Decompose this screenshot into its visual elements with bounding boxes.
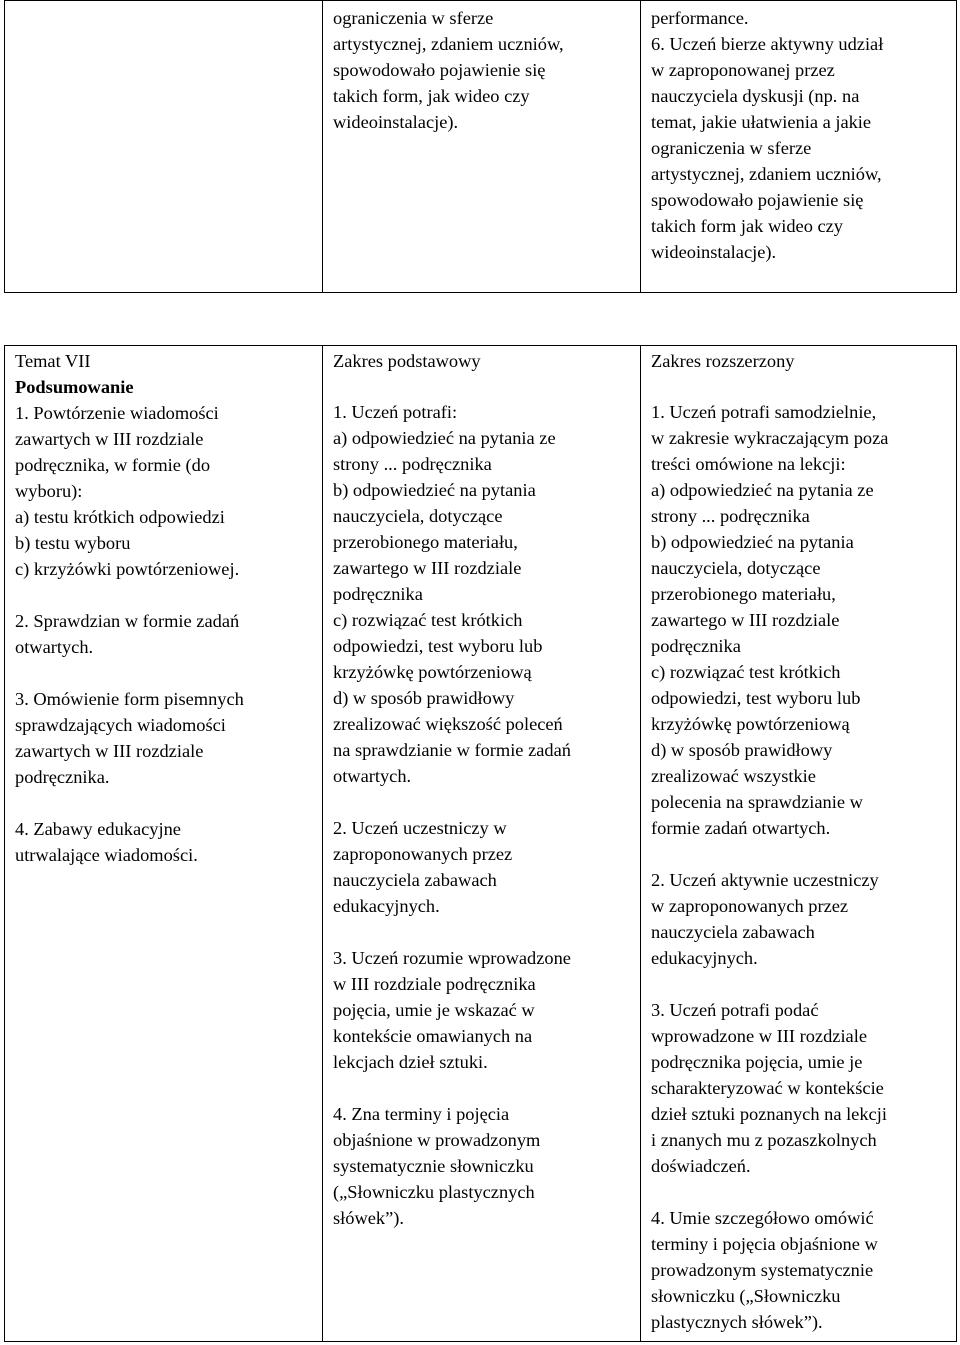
topic-number: Temat VII [15,351,91,371]
basic-scope-item: 2. Uczeń uczestniczy w zaproponowanych przez nauczyciela zabawach edukacyjnych. [333,818,513,916]
table-row [5,346,957,1342]
basic-scope-item: 1. Uczeń potrafi: a) odpowiedzieć na pytania ze strony ... podręcznika b) odpowiedzieć na pytania nauczyciela, dotyczące przerobionego materiału, zawartego w III rozdziale podręcznika c) rozwiązać test krótkich odpowiedzi, test wyboru lub krzyżówkę powtórzeniową d) w sposób prawidłowy zrealizować większość poleceń na sprawdzianie w formie zadań otwartych. [333,402,571,786]
basic-scope-heading: Zakres podstawowy [333,351,481,371]
topic-title: Podsumowanie [15,377,134,397]
extended-scope-item: 4. Umie szczegółowo omówić terminy i pojęcia objaśnione w prowadzonym systematycznie słowniczku („Słowniczku plastycznych słówek”). [651,1208,878,1332]
extended-scope-cell [641,1,957,293]
topic-cell-empty [5,1,323,293]
basic-scope-cell [323,1,641,293]
continuation-table [4,0,957,293]
basic-scope-text: ograniczenia w sferze artystycznej, zdaniem uczniów, spowodowało pojawienie się takich form, jak wideo czy wideoinstalacje). [333,8,564,132]
basic-scope-item: 4. Zna terminy i pojęcia objaśnione w prowadzonym systematycznie słowniczku („Słowniczku plastycznych słówek”). [333,1104,541,1228]
topic-item: 2. Sprawdzian w formie zadań otwartych. [15,611,240,657]
table-row [5,1,957,293]
topic-item: 4. Zabawy edukacyjne utrwalające wiadomości. [15,819,198,865]
extended-scope-cell [641,346,957,1342]
topic-cell [5,346,323,1342]
basic-scope-cell [323,346,641,1342]
lesson-table [4,345,957,1342]
topic-item: 1. Powtórzenie wiadomości zawartych w III rozdziale podręcznika, w formie (do wyboru): a) testu krótkich odpowiedzi b) testu wyboru c) krzyżówki powtórzeniowej. [15,403,240,579]
topic-item: 3. Omówienie form pisemnych sprawdzających wiadomości zawartych w III rozdziale podręcznika. [15,689,244,787]
extended-scope-item: 1. Uczeń potrafi samodzielnie, w zakresie wykraczającym poza treści omówione na lekcji: a) odpowiedzieć na pytania ze strony ... podręcznika b) odpowiedzieć na pytania nauczyciela, dotyczące przerobionego materiału, zawartego w III rozdziale podręcznika c) rozwiązać test krótkich odpowiedzi, test wyboru lub krzyżówkę powtórzeniową d) w sposób prawidłowy zrealizować wszystkie polecenia na sprawdzianie w formie zadań otwartych. [651,402,889,838]
extended-scope-item: 2. Uczeń aktywnie uczestniczy w zaproponowanych przez nauczyciela zabawach edukacyjnych. [651,870,879,968]
extended-scope-item: 3. Uczeń potrafi podać wprowadzone w III rozdziale podręcznika pojęcia, umie je scharakteryzować w kontekście dzieł sztuki poznanych na lekcji i znanych mu z pozaszkolnych doświadczeń. [651,1000,887,1176]
extended-scope-heading: Zakres rozszerzony [651,351,795,371]
basic-scope-item: 3. Uczeń rozumie wprowadzone w III rozdziale podręcznika pojęcia, umie je wskazać w kontekście omawianych na lekcjach dzieł sztuki. [333,948,571,1072]
extended-scope-text: performance. 6. Uczeń bierze aktywny udział w zaproponowanej przez nauczyciela dyskusji (np. na temat, jakie ułatwienia a jakie ograniczenia w sferze artystycznej, zdaniem uczniów, spowodowało pojawienie się takich form jak wideo czy wideoinstalacje). [651,8,884,262]
